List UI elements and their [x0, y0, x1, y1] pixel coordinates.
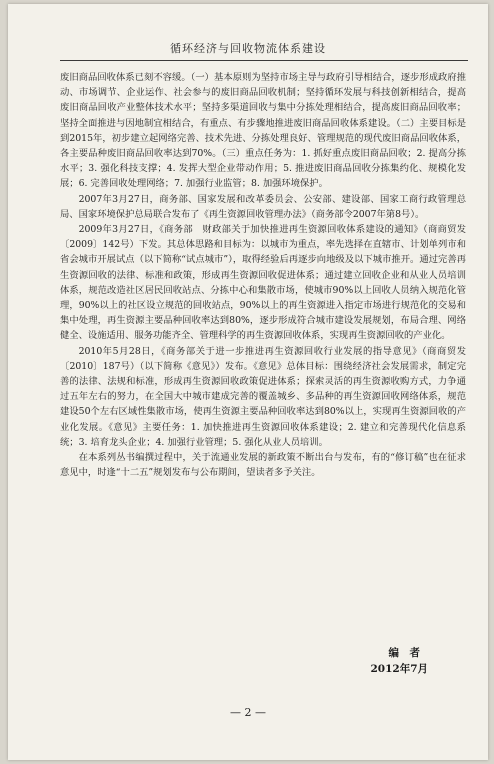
paragraph: 2007年3月27日，商务部、国家发展和改革委员会、公安部、建设部、国家工商行政管理总局、国家环境保护总局联合发布了《再生资源回收管理办法》（商务部令2007年第8号）。	[60, 193, 466, 220]
signature-date: 2012年7月	[370, 663, 428, 675]
editor-signature: 编 者	[388, 647, 420, 659]
paragraph: 2009年3月27日，《商务部 财政部关于加快推进再生资源回收体系建设的通知》（商商贸发〔2009〕142号）下发。其总体思路和目标为：以城市为重点，率先选择在直辖市、计划单列市和省会城市开展试点（以下简称“试点城市”），取得经验后再逐步向地级及以下城市推开。通过完善再生资源回收的法律、标准和政策，形成再生资源回收促进体系；通过建立回收企业和从业人员培训体系，规范改造社区居民回收站点、分拣中心和集散市场，使城市90%以上回收人员纳入规范化管理，90%以上的社区设立规范的回收站点，90%以上的再生资源进入指定市场进行规范化的交易和集中处理，再生资源主要品种回收率达到80%，逐步形成符合城市建设发展规划，布局合理、网络健全、设施适用、服务功能齐全、管理科学的再生资源回收体系，实现再生资源回收的产业化。	[60, 224, 466, 342]
page-number: — 2 —	[230, 706, 266, 719]
paragraph: 在本系列丛书编撰过程中，关于流通业发展的新政策不断出台与发布，有的“修订稿”也在征求意见中，时逢“十二五”规划发布与公布期间，望读者多予关注。	[60, 452, 466, 479]
book-page	[8, 4, 488, 760]
running-header: 循环经济与回收物流体系建设	[170, 42, 326, 55]
signature-block	[370, 645, 428, 677]
body-text	[60, 70, 466, 480]
paragraph: 2010年5月28日，《商务部关于进一步推进再生资源回收行业发展的指导意见》（商商贸发〔2010〕187号）（以下简称《意见》）发布。《意见》总体目标：围绕经济社会发展需求，制定完善的法律、法规和标准，形成再生资源回收政策促进体系；探索灵活的再生资源收购方式，力争通过五年左右的努力，在全国大中城市建成完善的覆盖城乡、多品种的再生资源回收网络体系，规范建设50个左右区域性集散市场，使再生资源主要品种回收率达到80%以上，实现再生资源回收的产业化发展。《意见》主要任务：1. 加快推进再生资源回收体系建设；2. 建立和完善现代化信息系统；3. 培育龙头企业；4. 加强行业管理；5. 强化从业人员培训。	[60, 345, 466, 448]
paragraph-continued: 废旧商品回收体系已刻不容缓。（一）基本原则为坚持市场主导与政府引导相结合，逐步形成政府推动、市场调节、企业运作、社会参与的废旧商品回收机制；坚持循环发展与科技创新相结合，提高废旧商品回收产业整体技术水平；坚持多渠道回收与集中分拣处理相结合，提高废旧商品回收率；坚持全面推进与因地制宜相结合，有重点、有步骤地推进废旧商品回收体系建设。（二）主要目标是到2015年，初步建立起网络完善、技术先进、分拣处理良好、管理规范的现代废旧商品回收体系，各主要品种废旧商品回收率达到70%。（三）重点任务为：1. 抓好重点废旧商品回收；2. 提高分拣水平；3. 强化科技支撑；4. 发挥大型企业带动作用；5. 推进废旧商品回收分拣集约化、规模化发展；6. 完善回收处理网络；7. 加强行业监管；8. 加强环境保护。	[60, 72, 466, 190]
header-rule	[60, 60, 468, 61]
